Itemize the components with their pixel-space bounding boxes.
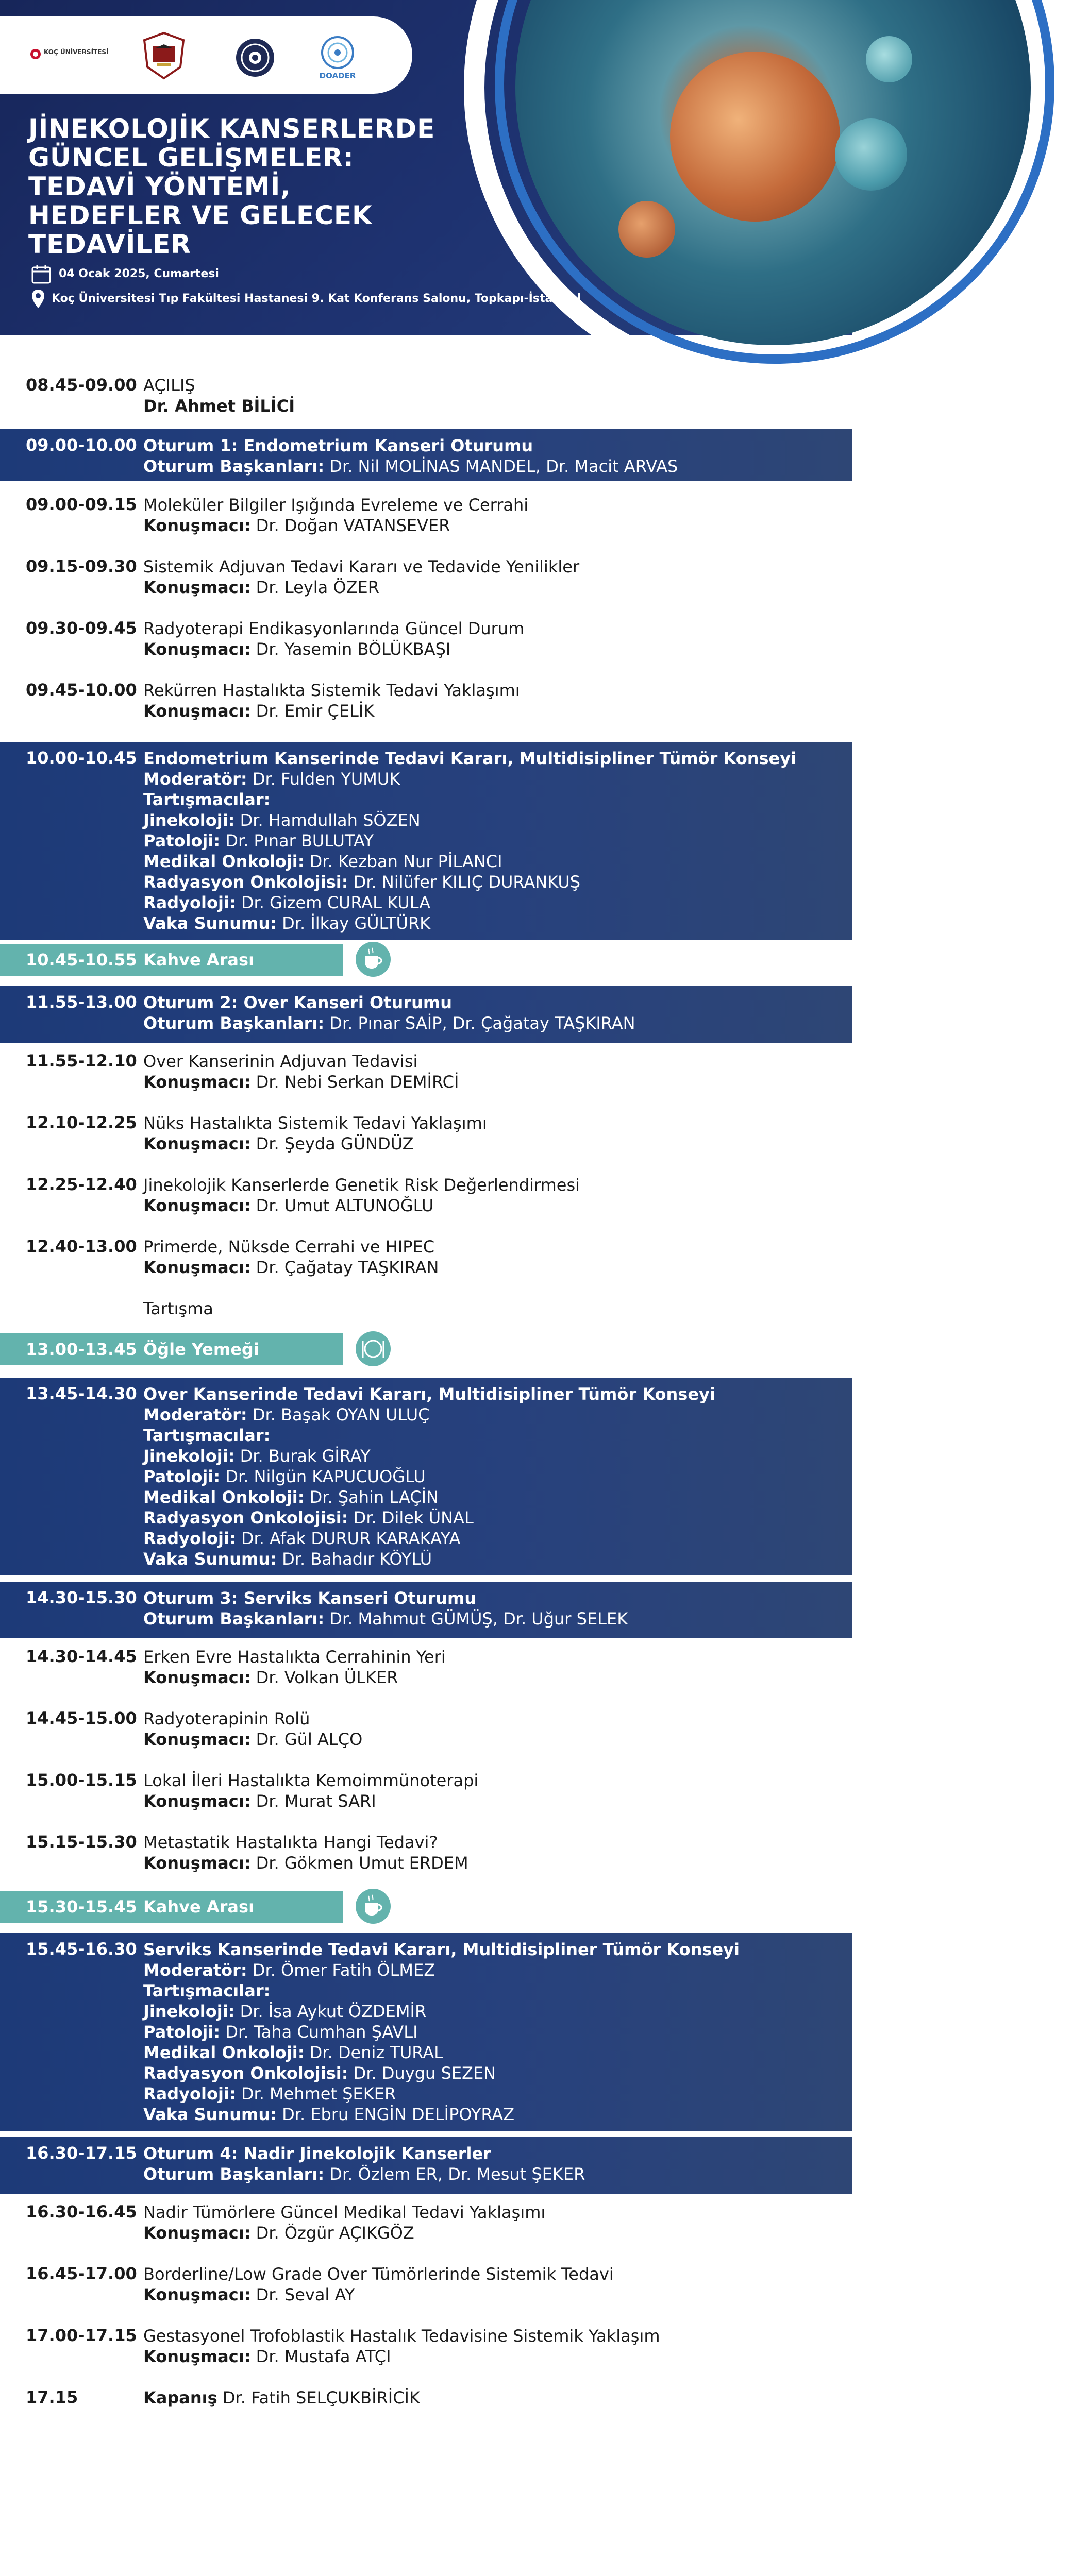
line-text: Primerde, Nüksde Cerrahi ve HIPEC: [143, 1237, 435, 1257]
line-text: Radyoterapinin Rolü: [143, 1709, 310, 1728]
program-line: [143, 1278, 829, 1298]
line-label: Medikal Onkoloji:: [143, 2043, 305, 2062]
line-text: Radyoterapi Endikasyonlarında Güncel Durum: [143, 619, 525, 638]
line-text: Dr. Çağatay TAŞKIRAN: [250, 1258, 439, 1277]
program-line: [143, 2264, 829, 2284]
time-slot: 13.45-14.30: [26, 1384, 137, 1403]
session-content: [143, 2387, 829, 2408]
program-line: [143, 495, 829, 515]
line-text: Dr. Taha Cumhan ŞAVLI: [220, 2022, 418, 2042]
line-label: Radyasyon Onkolojisi:: [143, 1508, 348, 1528]
session-content: [143, 1647, 829, 1688]
program-row: [0, 1113, 852, 1159]
line-label: Oturum Başkanları:: [143, 1013, 325, 1033]
line-text: Borderline/Low Grade Over Tümörlerinde Sistemik Tedavi: [143, 2264, 614, 2284]
program-line: [143, 769, 829, 789]
session-content: [143, 748, 829, 934]
line-text: Dr. Şeyda GÜNDÜZ: [250, 1134, 414, 1154]
break-label: Öğle Yemeği: [143, 1340, 259, 1359]
program-line: [143, 1549, 829, 1569]
line-label: Konuşmacı:: [143, 2223, 251, 2243]
time-slot: 16.45-17.00: [26, 2264, 137, 2283]
program-line: [143, 1647, 829, 1667]
line-text: Dr. Nil MOLİNAS MANDEL, Dr. Macit ARVAS: [324, 456, 678, 476]
line-label: Tartışmacılar:: [143, 1426, 271, 1445]
line-text: Dr. Nilgün KAPUCUOĞLU: [220, 1467, 426, 1486]
line-text: Dr. Dilek ÜNAL: [348, 1508, 474, 1528]
svg-text:DOADER: DOADER: [319, 71, 356, 80]
program-line: [143, 375, 829, 396]
program-line: [143, 1051, 829, 1072]
program-line: [143, 1195, 829, 1216]
line-text: Dr. Deniz TURAL: [304, 2043, 443, 2062]
time-slot: 15.45-16.30: [26, 1939, 137, 1959]
coffee-icon: [356, 942, 391, 977]
line-label: Medikal Onkoloji:: [143, 852, 305, 871]
program-row: [0, 1647, 852, 1693]
line-label: Vaka Sunumu:: [143, 2105, 277, 2124]
program-line: [143, 1960, 829, 1980]
line-text: Metastatik Hastalıkta Hangi Tedavi?: [143, 1833, 438, 1852]
program-row: [0, 2202, 852, 2248]
time-slot: 12.40-13.00: [26, 1236, 137, 1256]
line-text: Rekürren Hastalıkta Sistemik Tedavi Yaklaşımı: [143, 681, 520, 700]
session-band: [0, 742, 852, 940]
line-text: Moleküler Bilgiler Işığında Evreleme ve Cerrahi: [143, 495, 529, 515]
event-title-line: GÜNCEL GELİŞMELER:: [28, 143, 354, 173]
line-label: Konuşmacı:: [143, 2347, 251, 2366]
line-label: Jinekoloji:: [143, 810, 235, 830]
program-line: [143, 2164, 829, 2184]
session-content: [143, 1939, 829, 2125]
time-slot: 11.55-13.00: [26, 992, 137, 1012]
session-band: [0, 1378, 852, 1575]
line-label: Moderatör:: [143, 1405, 247, 1425]
session-content: [143, 1175, 829, 1216]
line-text: Jinekolojik Kanserlerde Genetik Risk Değerlendirmesi: [143, 1175, 580, 1195]
program-line: [143, 1528, 829, 1549]
program-row: [0, 1832, 852, 1878]
program-line: [143, 2042, 829, 2063]
line-label: Jinekoloji:: [143, 2002, 235, 2021]
line-text: Dr. Seval AY: [250, 2285, 355, 2304]
line-text: Dr. Hamdullah SÖZEN: [234, 810, 421, 830]
program-line: [143, 2022, 829, 2042]
program-row: [0, 2387, 852, 2413]
program-row: [0, 2264, 852, 2310]
time-slot: 15.00-15.15: [26, 1770, 137, 1790]
program-row: [0, 680, 852, 726]
break-bar: [0, 944, 343, 976]
program-line: [143, 1466, 829, 1487]
line-label: Vaka Sunumu:: [143, 1549, 277, 1569]
line-label: Patoloji:: [143, 1467, 221, 1486]
line-text: Dr. Bahadır KÖYLÜ: [276, 1549, 432, 1569]
session-band: [0, 429, 852, 481]
session-content: [143, 1051, 829, 1092]
line-label: Konuşmacı:: [143, 1730, 251, 1749]
time-slot: 09.00-10.00: [26, 435, 137, 455]
program-line: [143, 2284, 829, 2305]
program-line: [143, 1588, 829, 1608]
event-title-line: TEDAVİ YÖNTEMİ,: [28, 172, 291, 201]
line-text: Dr. Afak DURUR KARAKAYA: [236, 1529, 461, 1548]
program-line: [143, 2346, 829, 2367]
line-label: Radyoloji:: [143, 2084, 236, 2104]
time-slot: 14.30-15.30: [26, 1588, 137, 1607]
program-row: [0, 495, 852, 541]
line-text: Dr. Murat SARI: [250, 1791, 376, 1811]
break-time: 10.45-10.55: [26, 950, 137, 970]
program-line: [143, 2063, 829, 2083]
program-row: [0, 2326, 852, 2372]
event-title-line: HEDEFLER VE GELECEK TEDAVİLER: [28, 200, 373, 259]
program-line: [143, 1384, 829, 1404]
line-text: Oturum 1: Endometrium Kanseri Oturumu: [143, 436, 533, 455]
program-line: [143, 1072, 829, 1092]
program-line: [143, 2387, 829, 2408]
program-line: [143, 2001, 829, 2022]
break-time: 15.30-15.45: [26, 1897, 137, 1917]
line-label: Konuşmacı:: [143, 701, 251, 721]
line-text: Dr. Pınar BULUTAY: [220, 831, 374, 851]
association-seal-logo: [234, 37, 276, 80]
time-slot: 10.00-10.45: [26, 748, 137, 768]
line-text: Dr. Başak OYAN ULUÇ: [247, 1405, 430, 1425]
session-content: [143, 618, 829, 659]
line-text: Oturum 3: Serviks Kanseri Oturumu: [143, 1588, 477, 1608]
line-label: Tartışmacılar:: [143, 790, 271, 809]
program-line: [143, 1729, 829, 1750]
time-slot: 16.30-16.45: [26, 2202, 137, 2222]
break-label: Kahve Arası: [143, 950, 255, 970]
line-text: Dr. Nebi Serkan DEMİRCİ: [250, 1072, 459, 1092]
svg-text:KOÇ ÜNİVERSİTESİ: KOÇ ÜNİVERSİTESİ: [44, 48, 109, 56]
line-label: Tartışmacılar:: [143, 1981, 271, 2001]
session-content: [143, 1236, 829, 1319]
line-label: Konuşmacı:: [143, 516, 251, 535]
line-label: Patoloji:: [143, 831, 221, 851]
program-line: [143, 1667, 829, 1688]
program-line: [143, 1853, 829, 1873]
time-slot: 17.15: [26, 2387, 78, 2407]
program-line: [143, 1298, 829, 1319]
line-text: Tartışma: [143, 1299, 213, 1318]
program-line: [143, 1487, 829, 1507]
program-line: [143, 1404, 829, 1425]
line-text: Over Kanserinde Tedavi Kararı, Multidisipliner Tümör Konseyi: [143, 1384, 715, 1404]
program-row: [0, 375, 852, 421]
event-venue: [31, 289, 581, 309]
line-label: Konuşmacı:: [143, 639, 251, 659]
session-band: [0, 1933, 852, 2131]
session-content: [143, 2143, 829, 2184]
line-text: Dr. İlkay GÜLTÜRK: [276, 913, 431, 933]
program-line: [143, 1832, 829, 1853]
line-text: Dr. Yasemin BÖLÜKBAŞI: [250, 639, 451, 659]
line-text: Dr. Volkan ÜLKER: [250, 1668, 398, 1687]
time-slot: 08.45-09.00: [26, 375, 137, 395]
line-text: Dr. Gül ALÇO: [250, 1730, 363, 1749]
line-label: Oturum Başkanları:: [143, 456, 325, 476]
program-line: [143, 1446, 829, 1466]
program-line: [143, 1175, 829, 1195]
program-line: [143, 1113, 829, 1133]
program-line: [143, 2223, 829, 2243]
line-text: Dr. Şahin LAÇİN: [304, 1487, 439, 1507]
program-line: [143, 2083, 829, 2104]
program-line: [143, 1980, 829, 2001]
line-label: Oturum Başkanları:: [143, 2164, 325, 2184]
time-slot: 09.30-09.45: [26, 618, 137, 638]
line-label: Jinekoloji:: [143, 1446, 235, 1466]
line-label: Konuşmacı:: [143, 1668, 251, 1687]
time-slot: 09.15-09.30: [26, 556, 137, 576]
line-text: Lokal İleri Hastalıkta Kemoimmünoterapi: [143, 1771, 479, 1790]
session-band: [0, 2137, 852, 2194]
time-slot: 12.10-12.25: [26, 1113, 137, 1132]
program-line: [143, 435, 829, 456]
session-content: [143, 1588, 829, 1629]
line-label: Konuşmacı:: [143, 1134, 251, 1154]
line-label: Konuşmacı:: [143, 1791, 251, 1811]
program-line: [143, 1791, 829, 1811]
event-title-line: JİNEKOLOJİK KANSERLERDE: [28, 114, 435, 144]
time-slot: 12.25-12.40: [26, 1175, 137, 1194]
program-line: [143, 1939, 829, 1960]
line-text: Endometrium Kanserinde Tedavi Kararı, Multidisipliner Tümör Konseyi: [143, 749, 797, 768]
program-line: [143, 2104, 829, 2125]
session-content: [143, 1770, 829, 1811]
line-text: Dr. Ebru ENGİN DELİPOYRAZ: [276, 2105, 515, 2124]
time-slot: 14.30-14.45: [26, 1647, 137, 1666]
line-text: Dr. Ömer Fatih ÖLMEZ: [247, 1960, 435, 1980]
calendar-icon: [31, 264, 52, 284]
line-text: Dr. Burak GİRAY: [234, 1446, 371, 1466]
line-text: Dr. Doğan VATANSEVER: [250, 516, 450, 535]
line-label: Konuşmacı:: [143, 1258, 251, 1277]
line-label: Konuşmacı:: [143, 1072, 251, 1092]
program-line: [143, 396, 829, 416]
session-content: [143, 375, 829, 416]
line-label: Moderatör:: [143, 1960, 247, 1980]
program-row: [0, 618, 852, 665]
session-content: [143, 1708, 829, 1750]
program-line: [143, 618, 829, 639]
line-label: Patoloji:: [143, 2022, 221, 2042]
program-line: [143, 789, 829, 810]
program-line: [143, 1708, 829, 1729]
line-label: Radyasyon Onkolojisi:: [143, 2063, 348, 2083]
line-text: Dr. Mustafa ATÇI: [250, 2347, 391, 2366]
line-label: Radyoloji:: [143, 893, 236, 912]
time-slot: 09.45-10.00: [26, 680, 137, 700]
program-line: [143, 556, 829, 577]
program-line: [143, 639, 829, 659]
event-date: [31, 264, 219, 284]
event-date-text: 04 Ocak 2025, Cumartesi: [59, 267, 219, 280]
program-row: [0, 556, 852, 603]
line-text: Gestasyonel Trofoblastik Hastalık Tedavisine Sistemik Yaklaşım: [143, 2326, 660, 2346]
program-row: [0, 1236, 852, 1324]
program-line: [143, 515, 829, 536]
event-header: [0, 0, 852, 335]
line-text: Nüks Hastalıkta Sistemik Tedavi Yaklaşımı: [143, 1113, 487, 1133]
line-text: Dr. Mahmut GÜMÜŞ, Dr. Uğur SELEK: [324, 1609, 628, 1629]
break-bar: [0, 1891, 343, 1923]
line-text: Over Kanserinin Adjuvan Tedavisi: [143, 1052, 418, 1071]
time-slot: 15.15-15.30: [26, 1832, 137, 1852]
line-text: AÇILIŞ: [143, 376, 195, 395]
program-line: [143, 1257, 829, 1278]
line-text: Oturum 4: Nadir Jinekolojik Kanserler: [143, 2144, 491, 2163]
program-line: [143, 1236, 829, 1257]
line-label: Moderatör:: [143, 769, 247, 789]
session-content: [143, 1113, 829, 1154]
line-text: Dr. Mehmet ŞEKER: [236, 2084, 396, 2104]
program-line: [143, 831, 829, 851]
line-text: Dr. Fulden YUMUK: [247, 769, 400, 789]
line-text: Dr. Kezban Nur PİLANCI: [304, 852, 502, 871]
program-line: [143, 810, 829, 831]
line-text: Dr. Leyla ÖZER: [250, 578, 379, 597]
line-text: Dr. İsa Aykut ÖZDEMİR: [234, 2002, 427, 2021]
program-line: [143, 1425, 829, 1446]
program-line: [143, 456, 829, 477]
koc-university-logo: [28, 45, 109, 67]
line-text: Dr. Ahmet BİLİCİ: [143, 396, 295, 416]
line-label: Radyoloji:: [143, 1529, 236, 1548]
line-label: Vaka Sunumu:: [143, 913, 277, 933]
time-slot: 14.45-15.00: [26, 1708, 137, 1728]
line-text: Dr. Özgür AÇIKGÖZ: [250, 2223, 414, 2243]
program-line: [143, 992, 829, 1013]
program-row: [0, 1051, 852, 1097]
line-label: Oturum Başkanları:: [143, 1609, 325, 1629]
session-band: [0, 986, 852, 1043]
program-line: [143, 1133, 829, 1154]
break-bar: [0, 1333, 343, 1365]
cutlery-icon: [356, 1331, 391, 1366]
session-content: [143, 2326, 829, 2367]
line-text: Dr. Gökmen Umut ERDEM: [250, 1853, 468, 1873]
program-line: [143, 701, 829, 721]
session-content: [143, 2202, 829, 2243]
line-label: Medikal Onkoloji:: [143, 1487, 305, 1507]
break-time: 13.00-13.45: [26, 1340, 137, 1359]
line-label: Konuşmacı:: [143, 578, 251, 597]
program-line: [143, 1507, 829, 1528]
break-label: Kahve Arası: [143, 1897, 255, 1917]
program-line: [143, 851, 829, 872]
program-line: [143, 748, 829, 769]
doader-logo: [312, 32, 363, 86]
program-line: [143, 892, 829, 913]
line-label: Kapanış: [143, 2388, 217, 2408]
session-content: [143, 556, 829, 598]
time-slot: 16.30-17.15: [26, 2143, 137, 2163]
time-slot: 09.00-09.15: [26, 495, 137, 514]
session-content: [143, 1384, 829, 1569]
event-venue-text: Koç Üniversitesi Tıp Fakültesi Hastanesi 9. Kat Konferans Salonu, Topkapı-İstanbul: [52, 292, 581, 305]
program-line: [143, 872, 829, 892]
line-text: Dr. Gizem CURAL KULA: [236, 893, 431, 912]
line-text: Serviks Kanserinde Tedavi Kararı, Multidisipliner Tümör Konseyi: [143, 1940, 740, 1959]
time-slot: 17.00-17.15: [26, 2326, 137, 2345]
session-band: [0, 1582, 852, 1638]
program-line: [143, 913, 829, 934]
logo-bar: [0, 16, 412, 94]
session-content: [143, 495, 829, 536]
program-line: [143, 2202, 829, 2223]
line-text: Oturum 2: Over Kanseri Oturumu: [143, 993, 452, 1012]
program-line: [143, 2143, 829, 2164]
session-content: [143, 435, 829, 477]
program-row: [0, 1175, 852, 1221]
time-slot: 11.55-12.10: [26, 1051, 137, 1071]
line-label: Konuşmacı:: [143, 2285, 251, 2304]
session-content: [143, 992, 829, 1033]
line-label: Konuşmacı:: [143, 1853, 251, 1873]
session-content: [143, 680, 829, 721]
society-crest-logo: [139, 31, 189, 82]
session-content: [143, 1832, 829, 1873]
location-pin-icon: [31, 289, 45, 309]
line-text: Dr. Fatih SELÇUKBİRİCİK: [217, 2388, 420, 2408]
line-text: Dr. Özlem ER, Dr. Mesut ŞEKER: [324, 2164, 585, 2184]
line-text: Erken Evre Hastalıkta Cerrahinin Yeri: [143, 1647, 446, 1667]
line-text: Sistemik Adjuvan Tedavi Kararı ve Tedavide Yenilikler: [143, 557, 580, 577]
program-line: [143, 1770, 829, 1791]
line-text: Dr. Duygu SEZEN: [348, 2063, 496, 2083]
line-text: Dr. Pınar SAİP, Dr. Çağatay TAŞKIRAN: [324, 1013, 635, 1033]
program-line: [143, 577, 829, 598]
line-text: Dr. Nilüfer KILIÇ DURANKUŞ: [348, 872, 581, 892]
program-row: [0, 1770, 852, 1817]
line-label: Radyasyon Onkolojisi:: [143, 872, 348, 892]
line-text: Dr. Emir ÇELİK: [250, 701, 375, 721]
program-line: [143, 1013, 829, 1033]
coffee-icon: [356, 1889, 391, 1924]
line-label: Konuşmacı:: [143, 1196, 251, 1215]
program-line: [143, 1608, 829, 1629]
session-content: [143, 2264, 829, 2305]
program-line: [143, 2326, 829, 2346]
program-row: [0, 1708, 852, 1755]
line-text: Nadir Tümörlere Güncel Medikal Tedavi Yaklaşımı: [143, 2202, 546, 2222]
line-text: Dr. Umut ALTUNOĞLU: [250, 1196, 434, 1215]
program-line: [143, 680, 829, 701]
